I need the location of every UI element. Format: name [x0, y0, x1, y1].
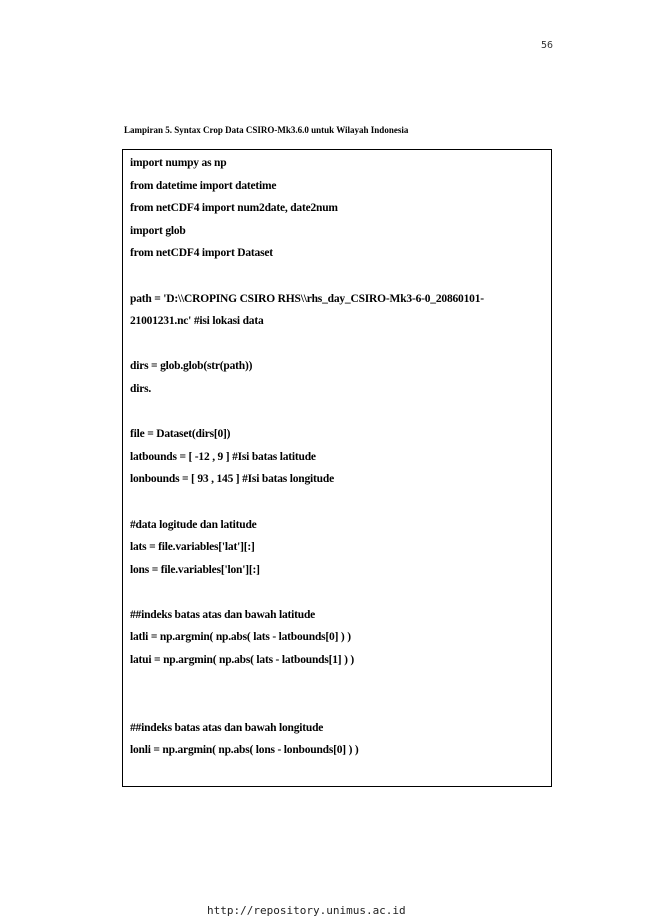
code-line: dirs = glob.glob(str(path)) — [130, 360, 253, 373]
page-number: 56 — [541, 40, 554, 51]
code-line — [130, 333, 551, 356]
code-line — [130, 672, 551, 695]
code-line: from netCDF4 import num2date, date2num — [130, 202, 338, 215]
appendix-caption: Lampiran 5. Syntax Crop Data CSIRO-Mk3.6.0 untuk Wilayah Indonesia — [124, 125, 409, 135]
code-line: latui = np.argmin( np.abs( lats - latbounds[1] ) ) — [130, 654, 355, 667]
code-line: latli = np.argmin( np.abs( lats - latbounds[0] ) ) — [130, 631, 351, 644]
code-line — [130, 581, 551, 604]
code-line: import numpy as np — [130, 157, 227, 169]
code-line: from datetime import datetime — [130, 179, 277, 192]
code-line: lonli = np.argmin( np.abs( lons - lonbounds[0] ) ) — [130, 744, 359, 757]
code-line: lats = file.variables['lat'][:] — [130, 541, 255, 554]
code-line: lons = file.variables['lon'][:] — [130, 563, 260, 576]
code-line: path = 'D:\\CROPING CSIRO RHS\\rhs_day_CSIRO-Mk3-6-0_20860101- — [130, 292, 484, 305]
code-line: from netCDF4 import Dataset — [130, 247, 273, 260]
code-line: dirs. — [130, 382, 152, 395]
code-line: latbounds = [ -12 , 9 ] #Isi batas latitude — [130, 450, 316, 463]
code-line: 21001231.nc' #isi lokasi data — [130, 315, 264, 328]
code-line: file = Dataset(dirs[0]) — [130, 428, 231, 441]
code-line: #data logitude dan latitude — [130, 518, 257, 531]
repository-url: http://repository.unimus.ac.id — [207, 904, 406, 917]
code-line: ##indeks batas atas dan bawah longitude — [130, 721, 324, 734]
code-line: ##indeks batas atas dan bawah latitude — [130, 608, 316, 621]
code-line — [130, 265, 551, 288]
code-line — [130, 401, 551, 424]
code-line: import glob — [130, 224, 186, 237]
code-line — [130, 491, 551, 514]
code-line — [130, 694, 551, 717]
code-listing-box — [122, 149, 552, 787]
code-line: lonbounds = [ 93 , 145 ] #Isi batas longitude — [130, 473, 334, 486]
